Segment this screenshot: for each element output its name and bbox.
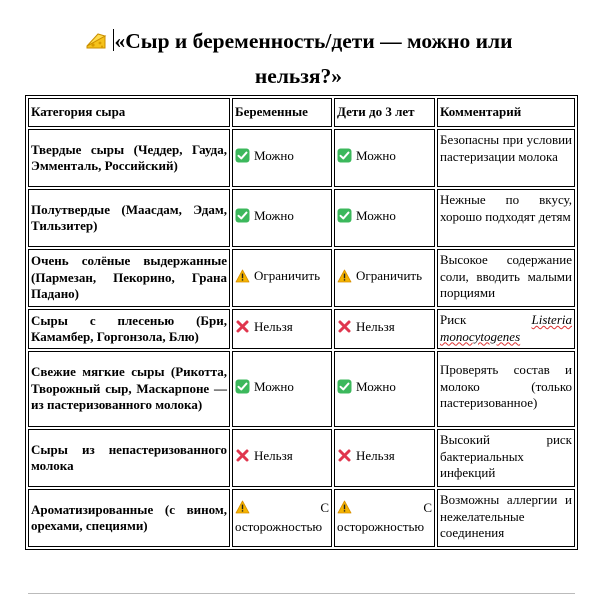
green-check-icon bbox=[337, 148, 352, 168]
category-cell bbox=[28, 489, 230, 547]
table-row bbox=[28, 351, 575, 427]
children-cell bbox=[334, 129, 435, 187]
status-text: Можно bbox=[356, 148, 396, 164]
status-text: Нельзя bbox=[356, 448, 395, 464]
header-children: Дети до 3 лет bbox=[334, 98, 435, 127]
header-comment: Комментарий bbox=[437, 98, 575, 127]
table-row bbox=[28, 309, 575, 349]
status-text-2: осторожностью bbox=[235, 518, 323, 534]
pregnant-cell bbox=[232, 351, 332, 427]
status-text: Можно bbox=[254, 148, 294, 164]
comment-cell: Нежные по вкусу, хорошо подходят детям bbox=[437, 189, 575, 247]
comment-cell: Безопасны при условии пастеризации молока bbox=[437, 129, 575, 187]
warning-icon bbox=[235, 269, 250, 288]
status-text: Нельзя bbox=[356, 319, 395, 335]
pregnant-cell bbox=[232, 249, 332, 307]
cheese-table bbox=[25, 95, 578, 550]
category-cell bbox=[28, 249, 230, 307]
category-cell bbox=[28, 129, 230, 187]
green-check-icon bbox=[235, 208, 250, 228]
comment-cell: Проверять состав и молоко (только пастеризованное) bbox=[437, 351, 575, 427]
status-text: Нельзя bbox=[254, 319, 293, 335]
comment-text: Риск bbox=[440, 312, 467, 327]
pregnant-cell bbox=[232, 189, 332, 247]
status-text: Нельзя bbox=[254, 448, 293, 464]
comment-cell: Высокое содержание соли, вводить малыми порциями bbox=[437, 249, 575, 307]
title-line-1: «Сыр и беременность/дети — можно или bbox=[114, 29, 513, 53]
category-text: Твердые сыры (Чеддер, Гауда, Эмменталь, Российский) bbox=[31, 141, 227, 173]
category-text: Очень солёные выдержанные (Пармезан, Пекорино, Грана Падано) bbox=[31, 253, 227, 302]
red-cross-icon bbox=[235, 319, 250, 339]
warning-icon bbox=[337, 269, 352, 288]
warning-icon bbox=[235, 500, 250, 519]
status-text: Можно bbox=[254, 379, 294, 395]
pregnant-cell bbox=[232, 489, 332, 547]
status-text: С bbox=[320, 500, 329, 515]
status-text: Ограничить bbox=[254, 268, 321, 284]
status-text: Ограничить bbox=[356, 268, 423, 284]
children-cell bbox=[334, 429, 435, 487]
category-cell bbox=[28, 189, 230, 247]
category-text: Ароматизированные (с вином, орехами, специями) bbox=[31, 501, 227, 533]
pregnant-cell bbox=[232, 429, 332, 487]
category-text: Сыры из непастеризованного молока bbox=[31, 441, 227, 473]
divider bbox=[28, 593, 575, 594]
comment-cell: Высокий риск бактериальных инфекций bbox=[437, 429, 575, 487]
title-line-2: нельзя?» bbox=[254, 64, 343, 88]
text-cursor bbox=[113, 29, 114, 51]
category-text: Сыры с плесенью (Бри, Камамбер, Горгонзола, Блю) bbox=[31, 312, 227, 344]
comment-cell: Возможны аллергии и нежелательные соединения bbox=[437, 489, 575, 547]
page-title bbox=[20, 26, 577, 92]
green-check-icon bbox=[235, 379, 250, 399]
pregnant-cell bbox=[232, 309, 332, 349]
status-text: Можно bbox=[356, 208, 396, 224]
table-header-row bbox=[28, 98, 575, 127]
category-text: Полутвердые (Маасдам, Эдам, Тильзитер) bbox=[31, 201, 227, 233]
status-text-2: осторожностью bbox=[337, 518, 425, 534]
children-cell bbox=[334, 309, 435, 349]
green-check-icon bbox=[337, 379, 352, 399]
category-cell bbox=[28, 309, 230, 349]
green-check-icon bbox=[235, 148, 250, 168]
status-text: Можно bbox=[254, 208, 294, 224]
status-text: С bbox=[423, 500, 432, 515]
warning-icon bbox=[337, 500, 352, 519]
table-row bbox=[28, 249, 575, 307]
red-cross-icon bbox=[235, 448, 250, 468]
status-text: Можно bbox=[356, 379, 396, 395]
red-cross-icon bbox=[337, 448, 352, 468]
cheese-icon bbox=[85, 30, 107, 61]
table-row bbox=[28, 189, 575, 247]
header-pregnant: Беременные bbox=[232, 98, 332, 127]
green-check-icon bbox=[337, 208, 352, 228]
listeria-text: Listeria monocytogenes bbox=[440, 312, 572, 344]
header-category: Категория сыра bbox=[28, 98, 230, 127]
children-cell bbox=[334, 189, 435, 247]
table-row bbox=[28, 429, 575, 487]
children-cell bbox=[334, 249, 435, 307]
category-text: Свежие мягкие сыры (Рикотта, Творожный сыр, Маскарпоне — из пастеризованного молока) bbox=[31, 364, 227, 413]
category-cell bbox=[28, 351, 230, 427]
table-row bbox=[28, 129, 575, 187]
pregnant-cell bbox=[232, 129, 332, 187]
children-cell bbox=[334, 489, 435, 547]
category-cell bbox=[28, 429, 230, 487]
comment-cell bbox=[437, 309, 575, 349]
red-cross-icon bbox=[337, 319, 352, 339]
table-row bbox=[28, 489, 575, 547]
children-cell bbox=[334, 351, 435, 427]
